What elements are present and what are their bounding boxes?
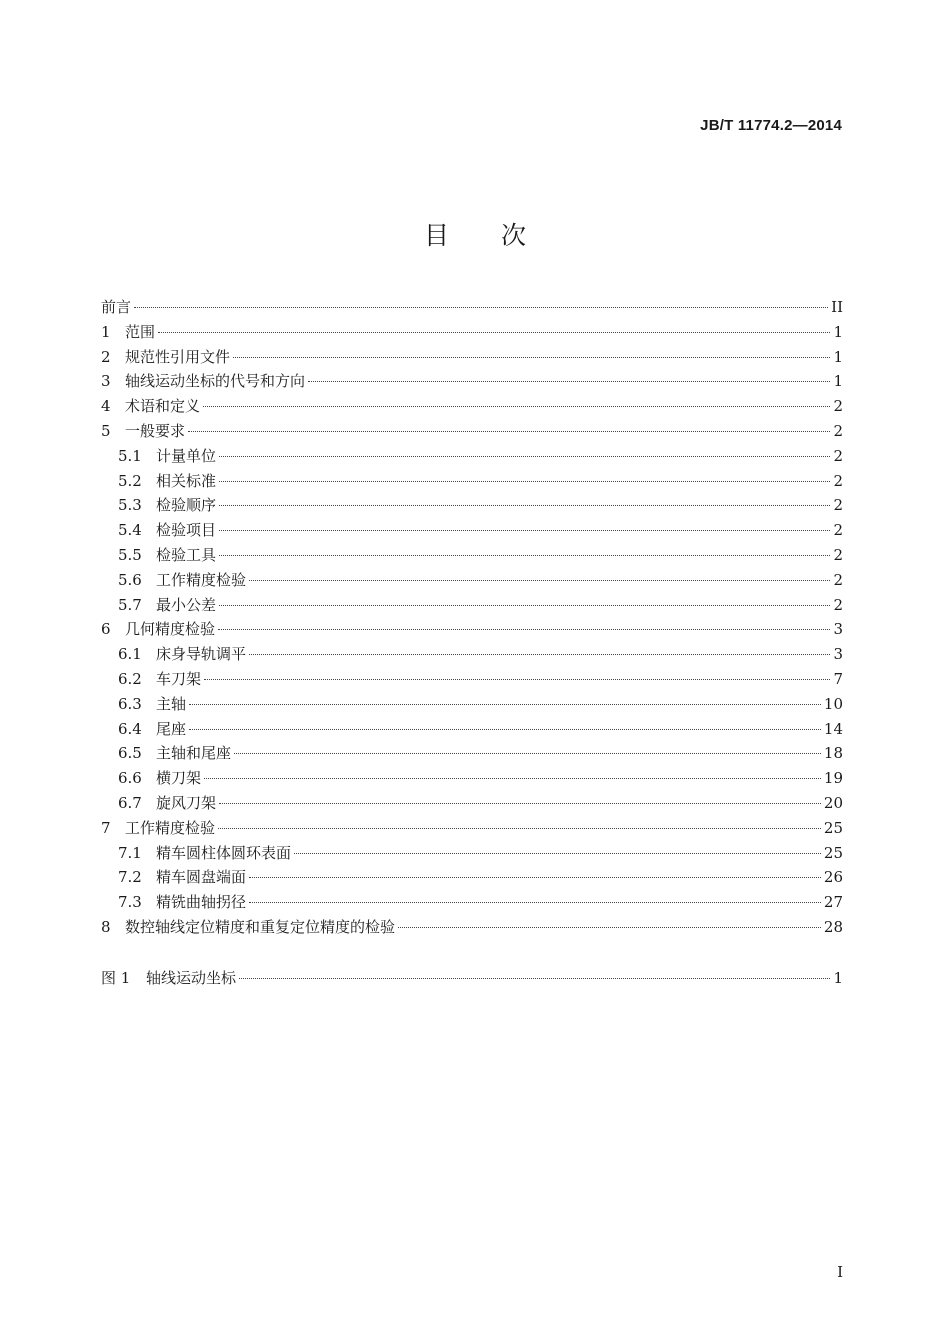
toc-entry-title: 车刀架 [156,669,202,688]
toc-entry-page: 1 [833,347,843,366]
toc-entry[interactable] [101,295,843,320]
toc-entry[interactable] [101,642,843,667]
toc-entry[interactable] [101,915,843,940]
dot-leader [219,456,830,457]
toc-entry[interactable] [101,791,843,816]
toc-entry-title: 精车圆柱体圆环表面 [156,843,292,862]
toc-entry-title: 轴线运动坐标 [146,968,237,987]
toc-entry-title: 规范性引用文件 [125,347,231,366]
toc-entry-title: 最小公差 [156,595,217,614]
toc-entry[interactable] [101,444,843,469]
dot-leader [294,853,821,854]
toc-entry[interactable] [101,617,843,642]
toc-entry-page: 2 [833,421,843,440]
dot-leader [219,555,830,556]
toc-entry[interactable] [101,717,843,742]
toc-entry-number: 3 [101,372,111,391]
dot-leader [219,605,830,606]
toc-entry-number: 7.2 [118,868,142,887]
toc-entry-number: 6.5 [118,744,142,763]
toc-entry-number: 5.4 [118,521,142,540]
dot-leader [158,332,830,333]
toc-entry[interactable] [101,345,843,370]
toc-entry-number: 6.4 [118,719,142,738]
toc-entry-page: 2 [833,570,843,589]
toc-entry[interactable] [101,493,843,518]
toc-entry[interactable] [101,667,843,692]
toc-entry-page: 2 [833,595,843,614]
toc-entry-page: 18 [823,744,843,763]
toc-entry[interactable] [101,369,843,394]
toc-entry-page: 3 [833,645,843,664]
toc-entry[interactable] [101,518,843,543]
toc-entry-title: 计量单位 [156,446,217,465]
toc-entry-number: 6.1 [118,645,142,664]
toc-entry-page: 26 [823,868,843,887]
toc-entry-title: 前言 [101,298,132,316]
toc-entry[interactable] [101,419,843,444]
toc-entry-title: 主轴和尾座 [156,744,232,763]
toc-entry-number: 5.1 [118,446,142,465]
toc-entry-number: 6.3 [118,694,142,713]
toc-entry[interactable] [101,741,843,766]
toc-entry[interactable] [101,593,843,618]
dot-leader [218,629,830,630]
toc-entry-page: 2 [833,397,843,416]
toc-entry-number: 5.6 [118,570,142,589]
toc-entry-title: 尾座 [156,719,187,738]
toc-entry[interactable] [101,865,843,890]
toc-entry-number: 7 [101,818,111,837]
toc-entry-page: 10 [823,694,843,713]
toc-entry-number: 图 1 [101,968,131,987]
toc-entry-title: 横刀架 [156,769,202,788]
toc-entry-number: 7.1 [118,843,142,862]
toc-entry-title: 相关标准 [156,471,217,490]
toc-entry-number: 1 [101,322,111,341]
toc-entry-title: 主轴 [156,694,187,713]
dot-leader [219,481,830,482]
dot-leader [308,381,830,382]
toc-entry-title: 检验顺序 [156,496,217,515]
toc-entry-number: 6.6 [118,769,142,788]
toc-entry-page: 2 [833,521,843,540]
dot-leader [249,654,830,655]
dot-leader [219,505,830,506]
toc-entry-page: 25 [823,818,843,837]
dot-leader [219,530,830,531]
toc-entry-title: 检验项目 [156,521,217,540]
toc-entry-title: 检验工具 [156,545,217,564]
toc-entry-page: 28 [823,917,843,936]
toc-entry-title: 床身导轨调平 [156,645,247,664]
toc-entry[interactable] [101,966,843,991]
toc-entry-title: 几何精度检验 [125,620,216,639]
dot-leader [134,307,828,308]
toc-entry-page: 2 [833,471,843,490]
toc-entry-page: 2 [833,446,843,465]
toc-entry-page: 14 [823,719,843,738]
dot-leader [188,431,830,432]
toc-entry-title: 数控轴线定位精度和重复定位精度的检验 [125,917,396,936]
toc-entry-title: 术语和定义 [125,397,201,416]
table-of-contents [101,295,843,991]
toc-entry-title: 工作精度检验 [156,570,247,589]
toc-entry[interactable] [101,568,843,593]
dot-leader [218,828,821,829]
page-title [0,216,950,252]
toc-entry-page: 19 [823,769,843,788]
toc-entry-page: 1 [833,372,843,391]
dot-leader [189,729,821,730]
dot-leader [234,753,821,754]
toc-entry-title: 轴线运动坐标的代号和方向 [125,372,306,391]
toc-entry-number: 8 [101,917,111,936]
toc-entry[interactable] [101,320,843,345]
toc-entry-page: 25 [823,843,843,862]
toc-entry-number: 5 [101,421,111,440]
toc-entry-title: 一般要求 [125,421,186,440]
standard-code: JB/T 11774.2—2014 [700,117,842,134]
toc-entry-number: 5.2 [118,471,142,490]
toc-entry-number: 6.7 [118,793,142,812]
toc-entry-page: II [831,298,843,316]
page-number: I [837,1263,843,1281]
dot-leader [189,704,821,705]
toc-entry-title: 范围 [125,322,156,341]
dot-leader [203,406,830,407]
toc-entry[interactable] [101,890,843,915]
toc-entry-page: 1 [833,968,843,987]
toc-entry-number: 6 [101,620,111,639]
dot-leader [249,877,821,878]
toc-entry-number: 2 [101,347,111,366]
toc-entry[interactable] [101,543,843,568]
toc-entry[interactable] [101,394,843,419]
toc-entry[interactable] [101,841,843,866]
toc-entry-title: 工作精度检验 [125,818,216,837]
toc-entry-page: 3 [833,620,843,639]
toc-entry-number: 5.3 [118,496,142,515]
toc-entry[interactable] [101,816,843,841]
figure-entries [101,966,843,991]
dot-leader [204,679,830,680]
toc-entry-page: 20 [823,793,843,812]
toc-entry-title: 精铣曲轴拐径 [156,893,247,912]
toc-entry-page: 2 [833,545,843,564]
toc-entry[interactable] [101,766,843,791]
dot-leader [204,778,821,779]
toc-entry-page: 1 [833,322,843,341]
toc-entry[interactable] [101,469,843,494]
toc-entry-number: 4 [101,397,111,416]
toc-entry-page: 27 [823,893,843,912]
dot-leader [219,803,821,804]
toc-entries [101,295,843,940]
dot-leader [249,902,821,903]
toc-entry-number: 5.5 [118,545,142,564]
title-char-2: 次 [501,221,527,250]
dot-leader [398,927,821,928]
toc-entry-title: 精车圆盘端面 [156,868,247,887]
dot-leader [233,357,830,358]
toc-entry-title: 旋风刀架 [156,793,217,812]
dot-leader [239,978,830,979]
dot-leader [249,580,830,581]
toc-entry-page: 7 [833,669,843,688]
toc-entry-page: 2 [833,496,843,515]
title-char-1: 目 [423,221,449,250]
toc-entry-number: 6.2 [118,669,142,688]
toc-entry-number: 5.7 [118,595,142,614]
toc-entry-number: 7.3 [118,893,142,912]
toc-entry[interactable] [101,692,843,717]
